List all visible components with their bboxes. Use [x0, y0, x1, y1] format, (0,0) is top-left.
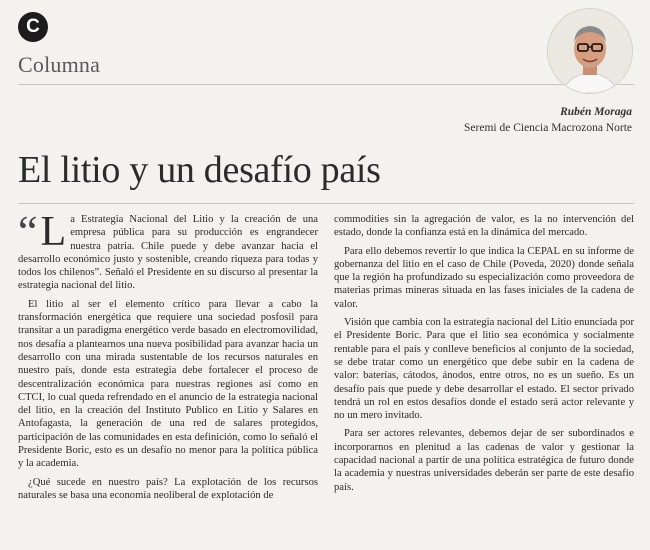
section-label: Columna: [18, 52, 101, 77]
article-paragraph: [18, 213, 318, 293]
article-paragraph: commodities sin la agregación de valor, es la no intervención del estado, donde la confianza está en la dinámica del mercado.: [334, 214, 634, 239]
quote-mark: “: [18, 213, 38, 256]
article-body: [18, 213, 634, 550]
column-logo-icon: [18, 12, 48, 42]
article-paragraph: El litio al ser el elemento crítico para llevar a cabo la transformación energética que requiere una sociedad posfosil para transitar a un paradigma energético verde basado en electromovilidad, nos desafía a plantearnos una nueva posibilidad para avanzar hacia un desarrollo con una mirada sustentable de los recursos naturales en nuestro país, donde esta estrategia debe fortalecer el proceso de descentralización económica para nuestras regiones así como en CTCI, lo cual queda refrendado en el anuncio de la estrategia nacional del litio, en la creación del Instituto Publico en Litio y Salares en Antofagasta, la generación de una red de salares protegidos, participación de las comunidades en esta definición, como lo señaló el Presidente Boric, esto es un desafío no menor para la política pública y la academia.: [18, 298, 318, 470]
article-headline: El litio y un desafío país: [18, 149, 381, 191]
article-column-right: [334, 213, 634, 550]
article-paragraph: ¿Qué sucede en nuestro país? La explotación de los recursos naturales se basa una economía neoliberal de explotación de: [18, 476, 318, 501]
article-paragraph: Visión que cambia con la estrategia nacional del Litio enunciada por el Presidente Boric. Para que el litio sea económica y socialmente rentable para el país y conlleve beneficios al conjunto de la sociedad, se debe tratar como un energético que debe subir en la cadena de valor: baterías, cátodos, ánodos, entre otros, no es un sueño. Es un desafío país que puede y debe desarrollar el estado. El sector privado tendrá un rol en estos desafíos donde el estado será actor relevante y no un mero invitado.: [334, 317, 634, 422]
author-role: Seremi de Ciencia Macrozona Norte: [464, 122, 632, 134]
logo-letter: C: [26, 16, 40, 37]
article-paragraph: Para ser actores relevantes, debemos dejar de ser subordinados e incorporarnos en plenitud a las cadenas de valor y gestionar la capacidad nacional a partir de una política estratégica de futuro donde la academia y nuestras universidades deberán ser parte de este desafío país.: [334, 428, 634, 493]
drop-cap: L: [40, 213, 67, 255]
author-portrait-icon: [548, 9, 632, 93]
headline-divider: [18, 203, 634, 204]
article-column-left: [18, 213, 318, 550]
article-paragraph: Para ello debemos revertir lo que indica la CEPAL en su informe de gobernanza del litio en el caso de Chile (Poveda, 2020) donde señala que la región ha profundizado su especialización como proveedora de materias primas mineras situada en las fases iniciales de la cadena de valor.: [334, 245, 634, 310]
paragraph-text: a Estrategia Nacional del Litio y la creación de una empresa pública para su producción es engrandecer nuestra patria. Chile puede y debe avanzar hacia el desarrollo económico justo y sostenible, creando riqueza para todas y todos los chilenos”. Señaló el Presidente en su discurso al presentar la estrategia nacional del litio.: [18, 214, 318, 292]
top-divider: [18, 84, 634, 85]
author-photo: [547, 8, 633, 94]
author-name: Rubén Moraga: [560, 106, 632, 118]
